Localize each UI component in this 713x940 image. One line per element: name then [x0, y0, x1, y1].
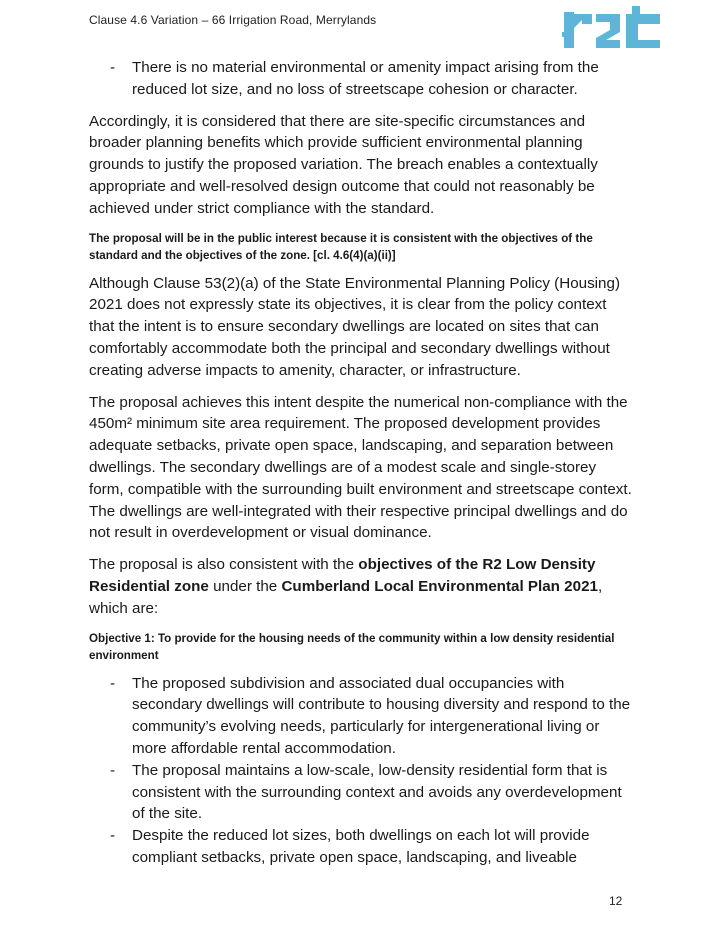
list-item [89, 760, 634, 825]
list-item-text: Despite the reduced lot sizes, both dwellings on each lot will provide compliant setbacks, private open space, landscaping, and liveable [132, 827, 590, 866]
intro-bullet-list [89, 57, 634, 101]
bullet-dash: - [110, 674, 116, 692]
bold-text-run: objectives of the R2 Low Density Residential zone [89, 556, 596, 595]
text-run: , which are: [89, 577, 603, 617]
text-run: under the [208, 577, 282, 595]
paragraph-achieves: The proposal achieves this intent despite the numerical non-compliance with the 450m² minimum site area requirement. The proposed development provides adequate setbacks, private open space, landscaping, and separation between dwellings. The secondary dwellings are of a modest scale and single-storey form, compatible with the surrounding built environment and streetscape context. The dwellings are well-integrated with their respective principal dwellings and do not result in overdevelopment or visual dominance. [89, 393, 632, 542]
bold-text-run: Cumberland Local Environmental Plan 2021 [281, 577, 598, 595]
bullet-dash: - [110, 59, 116, 76]
paragraph-although: Although Clause 53(2)(a) of the State Environmental Planning Policy (Housing) 2021 does not expressly state its objectives, it is clear from the policy context that the intent is to ensure secondary dwellings are located on sites that can comfortably accommodate both the principal and secondary dwellings without creating adverse impacts to amenity, character, or infrastructure. [89, 274, 621, 379]
paragraph-zone-objectives [89, 554, 634, 619]
list-item-text: The proposal maintains a low-scale, low-density residential form that is consistent with the surrounding context and avoids any overdevelopment of the site. [132, 761, 622, 823]
r2c-logo-icon [562, 2, 662, 50]
bullet-dash: - [110, 761, 116, 779]
list-item-text: There is no material environmental or amenity impact arising from the reduced lot size, and no loss of streetscape cohesion or character. [132, 59, 599, 98]
objective-1-bullet-list [89, 673, 634, 869]
list-item [89, 825, 634, 869]
text-run: The proposal is also consistent with the [89, 556, 359, 574]
bullet-dash: - [110, 827, 116, 845]
list-item-text: The proposed subdivision and associated dual occupancies with secondary dwellings will contribute to housing diversity and respond to the community’s evolving needs, particularly for intergenerational living or more affordable rental accommodation. [132, 674, 631, 757]
list-item [89, 673, 634, 760]
header-title: Clause 4.6 Variation – 66 Irrigation Road, Merrylands [89, 13, 377, 27]
heading-objective-1: Objective 1: To provide for the housing needs of the community within a low density residential environment [89, 631, 615, 662]
page-body [89, 57, 634, 869]
page-number: 12 [609, 894, 623, 908]
r2c-logo [562, 2, 662, 50]
list-item [89, 57, 634, 101]
paragraph-accordingly: Accordingly, it is considered that there are site-specific circumstances and broader planning benefits which provide sufficient environmental planning grounds to justify the proposed variation. The breach enables a contextually appropriate and well-resolved design outcome that could not reasonably be achieved under strict compliance with the standard. [89, 112, 598, 217]
heading-public-interest: The proposal will be in the public interest because it is consistent with the objectives of the standard and the objectives of the zone. [cl. 4.6(4)(a)(ii)] [89, 231, 593, 262]
